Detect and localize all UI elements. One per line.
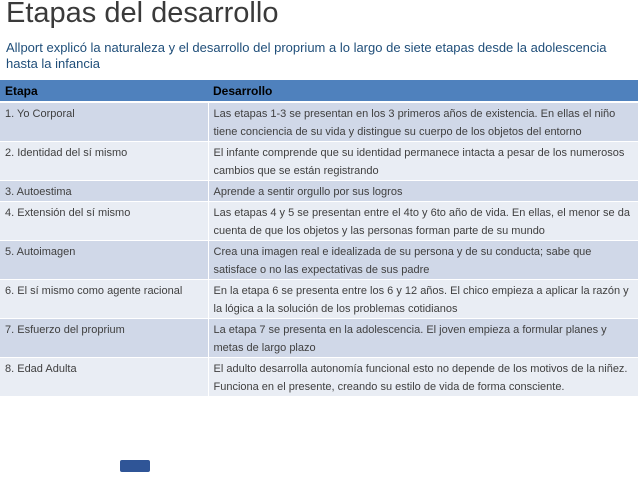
table-row [0, 102, 638, 142]
development-cell: Las etapas 1-3 se presentan en los 3 primeros años de existencia. En ellas el niño tiene conciencia de su vida y distingue su cuerpo de los objetos del entorno [208, 102, 638, 142]
slide-subtitle: Allport explicó la naturaleza y el desarrollo del proprium a lo largo de siete etapas desde la adolescencia hasta la infancia [6, 40, 607, 71]
stage-cell: 2. Identidad del sí mismo [0, 142, 208, 181]
table-row [0, 142, 638, 181]
development-cell: El infante comprende que su identidad permanece intacta a pesar de los numerosos cambios que se están registrando [208, 142, 638, 181]
header-desarrollo: Desarrollo [208, 80, 638, 102]
table-row [0, 202, 638, 241]
stage-cell: 6. El sí mismo como agente racional [0, 280, 208, 319]
header-etapa: Etapa [0, 80, 208, 102]
stage-cell: 3. Autoestima [0, 181, 208, 202]
development-cell: Aprende a sentir orgullo por sus logros [208, 181, 638, 202]
stage-cell: 4. Extensión del sí mismo [0, 202, 208, 241]
table-row [0, 358, 638, 397]
stages-table [0, 80, 638, 396]
development-cell: El adulto desarrolla autonomía funcional esto no depende de los motivos de la niñez. Funciona en el presente, creando su estilo de vida de forma consciente. [208, 358, 638, 397]
stage-cell: 1. Yo Corporal [0, 102, 208, 142]
table-header-row [0, 80, 638, 102]
table-row [0, 280, 638, 319]
table-row [0, 181, 638, 202]
development-cell: En la etapa 6 se presenta entre los 6 y 12 años. El chico empieza a aplicar la razón y la lógica a la solución de los problemas cotidianos [208, 280, 638, 319]
stage-cell: 7. Esfuerzo del proprium [0, 319, 208, 358]
development-cell: La etapa 7 se presenta en la adolescencia. El joven empieza a formular planes y metas de largo plazo [208, 319, 638, 358]
development-cell: Las etapas 4 y 5 se presentan entre el 4to y 6to año de vida. En ellas, el menor se da cuenta de que los objetos y las personas forman parte de su mundo [208, 202, 638, 241]
development-cell: Crea una imagen real e idealizada de su persona y de su conducta; sabe que satisface o no las expectativas de sus padre [208, 241, 638, 280]
stage-cell: 8. Edad Adulta [0, 358, 208, 397]
table-row [0, 319, 638, 358]
logo-mark-icon [120, 460, 150, 472]
footer-logo [20, 460, 160, 474]
slide-title: Etapas del desarrollo [6, 0, 279, 29]
stage-cell: 5. Autoimagen [0, 241, 208, 280]
table-row [0, 241, 638, 280]
